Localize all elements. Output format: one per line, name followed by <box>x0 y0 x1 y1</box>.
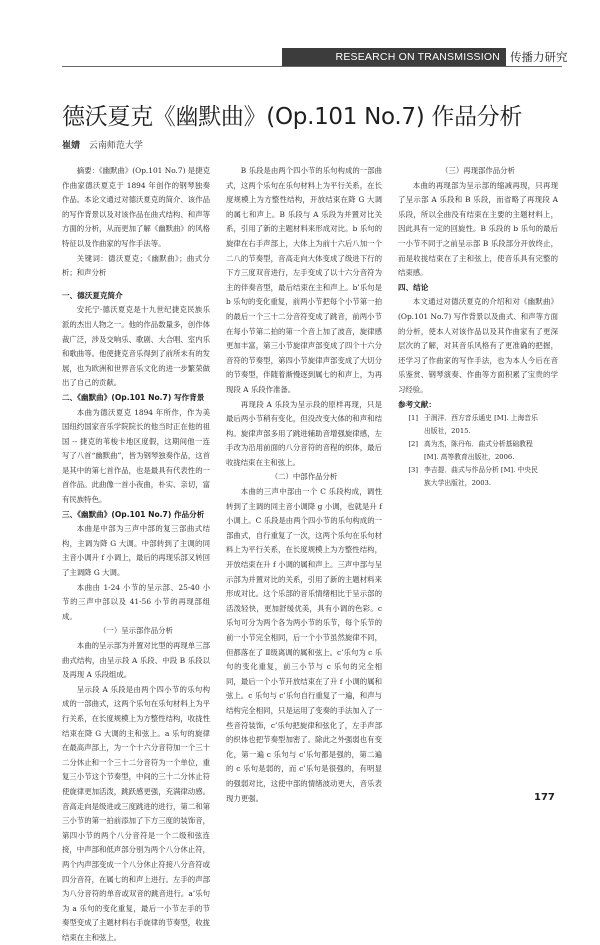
reference-item: [1] 于润洋．西方音乐通史 [M]. 上海音乐 出版社，2015. <box>408 414 538 436</box>
column-middle <box>226 164 382 806</box>
section-4-text: 本文通过对德沃夏克的介绍和对《幽默曲》(Op.101 No.7) 写作背景以及曲式、和声等方面的分析，使本人对该作品以及其作曲家有了更深层次的了解，对其音乐风格有了更准确的把握，还学习了作曲家的写作手法，也为本人今后在音乐鉴赏、钢琴演奏、作曲等方面积累了宝贵的学习经验。 <box>398 297 558 394</box>
column-left <box>62 164 210 945</box>
subsection-3-text: 本曲的再现部为呈示部的缩减再现，只再现了呈示部 A 乐段和 B 乐段，而省略了再现段 A 乐段，所以全曲没有结束在主要的主题材料上，因此具有一定的回旋性。B 乐段的 b 乐句的最后一小节不同于之前呈示部 B 乐段部分开放终止，而是收拢结束在了主和弦上，使音乐具有完整的结束感。 <box>398 180 558 278</box>
keywords: 关键词：德沃夏克；《幽默曲》；曲式分析；和声分析 <box>62 253 210 278</box>
header-bar <box>282 48 506 81</box>
section-1-text: 安托宁·德沃夏克是十九世纪捷克民族乐派的杰出人物之一。他的作品数量多，创作体裁广泛，涉及交响乐、歌剧、大合唱、室内乐和歌曲等。他使捷克音乐得到了前所未有的发展，也为欧洲和世界音乐文化的进一步繁荣做出了自己的贡献。 <box>62 305 210 388</box>
subsection-heading-1: （一）呈示部作品分析 <box>99 626 173 636</box>
author-affiliation: 云南师范大学 <box>88 141 143 151</box>
author-line <box>62 138 143 151</box>
subsection-1-text-1: 本曲的呈示部为并置对比型的再现单三部曲式结构，由呈示段 A 乐段、中段 B 乐段以及再现 A 乐段组成。 <box>62 641 210 680</box>
subsection-1-text-4: 再现段 A 乐段为呈示段的原样再现，只是最后两小节稍有变化，但没改变大体的和声和结构。旋律声部多用了跳进辅助音增强旋律感，左手改为沿用前面的八分音符的音程的织体，最后收拢结束在主和弦上。 <box>226 399 382 467</box>
subsection-1-text-3: B 乐段是由两个四小节的乐句构成的一部曲式，这两个乐句在乐句材料上为平行关系，在长度规模上为方整性结构，开放结束在降 G 大调的属七和声上。B 乐段与 A 乐段为并置对比关系，引用了新的主题材料来形成对比。b 乐句的旋律在右手声部上，大体上为前十六后八加一个二八的节奏型，音高走向大体变成了级进下行的下方三度双音进行，左手变成了以十六分音符为主的伴奏音型，最后结束在主和声上。b’乐句是 b 乐句的变化重复，前两小节把每个小节第一拍的最后一个三十二分音符变成了跳音，前两小节在每小节第二拍的第一个音上加了波音，旋律感更加丰富，第三小节旋律声部变成了四个十六分音符的节奏型，第四小节旋律声部变成了大切分的节奏型，伴随着渐慢逐到属七的和声上，为再现段 A 乐段作准备。 <box>226 166 382 394</box>
references-heading: 参考文献： <box>398 399 436 409</box>
section-heading-4: 四、结论 <box>398 282 429 292</box>
section-3-text-1: 本曲是中部为三声中部的复三部曲式结构，主调为降 G 大调。中部转到了主调的同主音小调升 f 小调上，最后的再现乐部又转回了主调降 G 大调。 <box>62 524 210 578</box>
section-heading-3: 三、《幽默曲》(Op.101 No.7) 作品分析 <box>62 509 205 519</box>
subsection-heading-3: （三）再现部作品分析 <box>441 166 515 175</box>
section-3-text-2: 本曲由 1-24 小节的呈示部、25-40 小节的三声中部以及 41-56 小节的再现部组成。 <box>62 582 210 621</box>
subsection-heading-2: （二）中部作品分析 <box>270 472 338 482</box>
section-heading-1: 一、德沃夏克简介 <box>62 290 123 300</box>
subsection-1-text-2a: 呈示段 A 乐段是由两个四小节的乐句构成的一部曲式，这两个乐句在乐句材料上为平行关系，在长度规模上为方整性结构，收拢性结束在降 G 大调的主和弦上。a 乐句的旋律在最高声部上，为一个十六分音符加一个三十二分休止和一个三十二分音符为一个单位，重复三小节这个节奏型，中间的三十二分休止符使旋律更加活泼，跳跃感更强，充满律动感。音高走向是级进或三度跳进的进行，第二和第三小节的第一拍前添加了下方三度的装饰音，第四小节的两个八分音符是一个二级和弦连接，中声部和低声部分别为两个八分休止符，两个内声部变成一个八分休止符接八分音符或四分音符，在属七的和声上进行。左手的声部为八分音符的单音或双音的跳音进行。a’乐句为 a 乐句的变化重复，最后一小节左手的节奏型变成了主题材料右手旋律的节奏型，收拢结束在主和弦上。 <box>62 684 210 942</box>
reference-item: [3] 李吉提．曲式与作品分析 [M]. 中央民 族大学出版社，2003. <box>408 466 538 488</box>
reference-item: [2] 高为杰，陈丹布．曲式分析基础教程 [M]. 高等教育出版社，2006. <box>408 440 533 462</box>
header-bar-text: RESEARCH ON TRANSMISSION COMPETENCE <box>335 51 500 81</box>
references <box>398 398 558 491</box>
page-number: 177 <box>534 792 555 803</box>
section-2-text: 本曲为德沃夏克 1894 年所作，作为美国纽约国家音乐学院院长的他当时正在他的祖国 -- 捷克的苇梭卡地区度假，这期间他一连写了八首“幽默曲”，皆为钢琴独奏作品，这首是其中的第七首作品，也是最具有代表性的一首作品。此曲像一首小夜曲，朴实、亲切，富有民族特色。 <box>62 407 210 505</box>
subsection-2-text: 本曲的三声中部由一个 C 乐段构成，调性转到了主调的同主音小调降 g 小调，也就是升 f 小调上。C 乐段是由两个四小节的乐句构成的一部曲式，自行重复了一次，这两个乐句在乐句材料上为平行关系，在长度规模上为方整性结构，开放结束在升 f 小调的属和声上。三声中部与呈示部为并置对比的关系，引用了新的主题材料来形成对比。这个乐部的音乐情绪相比于呈示部的活泼轻快，更加舒缓优美，具有小调的色彩。c 乐句可分为两个各为两小节的乐节，每个乐节的前一小节完全相同，后一个小节虽然旋律不同，但都落在了 Ⅱ级离调的属和弦上。c’乐句为 c 乐句的变化重复，前三小节与 c 乐句的完全相同，最后一个小节开放结束在了升 f 小调的属和弦上。c 乐句与 c’乐句自行重复了一遍，和声与结构完全相同，只是运用了变奏的手法加入了一些音符装饰，c’乐句把旋律和弦化了，左手声部的织体也把节奏型加密了。除此之外强弱也有变化，第一遍 c 乐句与 c’乐句都是强的，第二遍的 c 乐句是弱的，而 c’乐句是很强的，有明显的强弱对比，这使中部的情绪波动更大，音乐表现力更强。 <box>226 487 382 803</box>
section-heading-2: 二、《幽默曲》(Op.101 No.7) 写作背景 <box>62 392 205 402</box>
column-name: 传播力研究 <box>510 50 568 64</box>
abstract-text: 摘要：《幽默曲》(Op.101 No.7) 是捷克作曲家德沃夏克于 1894 年创作的钢琴独奏作品。本论文通过对德沃夏克的简介、该作品的写作背景以及对该作品在曲式结构、和声等方面的分析，从而更加了解《幽默曲》的风格特征以及作曲家的写作手法等。 <box>62 166 210 248</box>
column-right <box>398 164 558 490</box>
header-rule <box>62 66 562 67</box>
article-title: 德沃夏克《幽默曲》(Op.101 No.7) 作品分析 <box>62 104 523 130</box>
author-name: 崔婧 <box>62 141 81 151</box>
